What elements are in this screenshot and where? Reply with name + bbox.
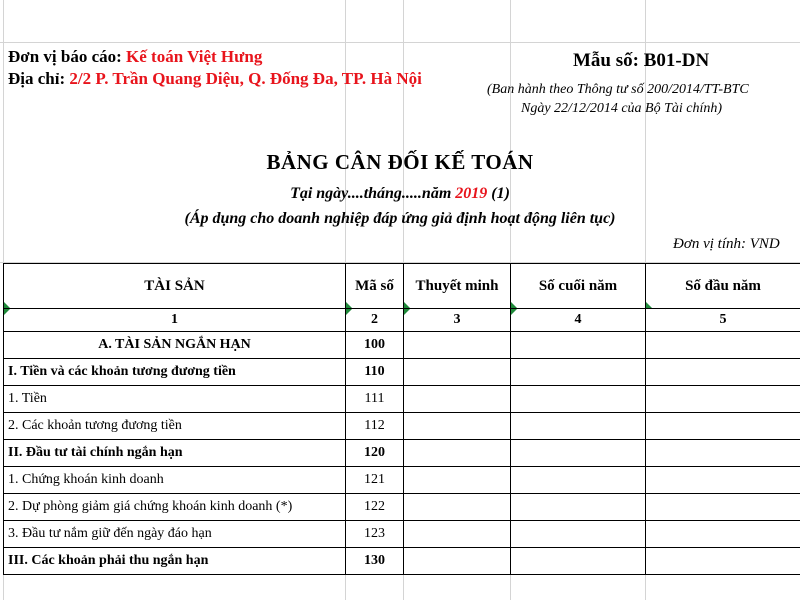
year-end-cell[interactable] bbox=[511, 521, 646, 548]
asset-name-cell[interactable]: III. Các khoản phải thu ngắn hạn bbox=[4, 548, 346, 575]
asset-name-cell[interactable]: 1. Chứng khoán kinh doanh bbox=[4, 467, 346, 494]
form-code[interactable]: Mẫu số: B01-DN bbox=[573, 50, 710, 71]
asset-name-cell[interactable]: I. Tiền và các khoản tương đương tiền bbox=[4, 359, 346, 386]
apply-note[interactable]: (Áp dụng cho doanh nghiệp đáp ứng giả định hoạt động liên tục) bbox=[184, 210, 616, 227]
year-start-cell[interactable] bbox=[646, 413, 800, 440]
report-date-line[interactable] bbox=[0, 185, 800, 203]
report-unit-value[interactable]: Kế toán Việt Hưng bbox=[126, 47, 263, 66]
address-line bbox=[8, 69, 422, 89]
notes-cell[interactable] bbox=[404, 521, 511, 548]
balance-sheet-table bbox=[3, 263, 800, 575]
year-start-cell[interactable] bbox=[646, 521, 800, 548]
code-cell[interactable]: 122 bbox=[346, 494, 404, 521]
table-row bbox=[4, 548, 800, 575]
year-end-cell[interactable] bbox=[511, 386, 646, 413]
header-cell-notes[interactable]: Thuyết minh bbox=[404, 264, 511, 309]
header-cell-code[interactable]: Mã số bbox=[346, 264, 404, 309]
table-header-row bbox=[4, 264, 800, 309]
year-start-cell[interactable] bbox=[646, 332, 800, 359]
year-start-cell[interactable] bbox=[646, 386, 800, 413]
table-row bbox=[4, 494, 800, 521]
year-end-cell[interactable] bbox=[511, 413, 646, 440]
issued-by-line-2[interactable]: Ngày 22/12/2014 của Bộ Tài chính) bbox=[521, 101, 723, 116]
asset-name-cell[interactable]: 1. Tiền bbox=[4, 386, 346, 413]
address-value[interactable]: 2/2 P. Trần Quang Diệu, Q. Đống Đa, TP. Hà Nội bbox=[69, 69, 422, 88]
date-suffix: (1) bbox=[487, 185, 510, 202]
report-unit-line bbox=[8, 47, 262, 67]
notes-cell[interactable] bbox=[404, 548, 511, 575]
year-start-cell[interactable] bbox=[646, 467, 800, 494]
code-cell[interactable]: 130 bbox=[346, 548, 404, 575]
asset-name-cell[interactable]: 2. Dự phòng giảm giá chứng khoán kinh doanh (*) bbox=[4, 494, 346, 521]
report-unit-label: Đơn vị báo cáo: bbox=[8, 47, 122, 66]
table-row bbox=[4, 332, 800, 359]
code-cell[interactable]: 121 bbox=[346, 467, 404, 494]
year-end-cell[interactable] bbox=[511, 494, 646, 521]
header-cell-assets[interactable]: TÀI SẢN bbox=[4, 264, 346, 309]
table-row bbox=[4, 440, 800, 467]
year-end-cell[interactable] bbox=[511, 548, 646, 575]
index-cell[interactable]: 2 bbox=[346, 309, 404, 332]
asset-name-cell[interactable]: 2. Các khoản tương đương tiền bbox=[4, 413, 346, 440]
year-end-cell[interactable] bbox=[511, 440, 646, 467]
table-row bbox=[4, 467, 800, 494]
currency-unit[interactable]: Đơn vị tính: VND bbox=[673, 236, 780, 252]
notes-cell[interactable] bbox=[404, 467, 511, 494]
year-start-cell[interactable] bbox=[646, 494, 800, 521]
code-cell[interactable]: 110 bbox=[346, 359, 404, 386]
code-cell[interactable]: 120 bbox=[346, 440, 404, 467]
sheet-gridline bbox=[0, 42, 800, 43]
year-end-cell[interactable] bbox=[511, 332, 646, 359]
table-row bbox=[4, 521, 800, 548]
report-year: 2019 bbox=[455, 185, 488, 202]
notes-cell[interactable] bbox=[404, 386, 511, 413]
table-row bbox=[4, 413, 800, 440]
index-cell[interactable]: 3 bbox=[404, 309, 511, 332]
date-prefix: Tại ngày....tháng.....năm bbox=[290, 185, 456, 202]
notes-cell[interactable] bbox=[404, 440, 511, 467]
year-end-cell[interactable] bbox=[511, 467, 646, 494]
issued-by-line-1[interactable]: (Ban hành theo Thông tư số 200/2014/TT-BTC bbox=[487, 82, 749, 97]
table-row bbox=[4, 359, 800, 386]
year-start-cell[interactable] bbox=[646, 548, 800, 575]
year-end-cell[interactable] bbox=[511, 359, 646, 386]
asset-name-cell[interactable]: II. Đầu tư tài chính ngắn hạn bbox=[4, 440, 346, 467]
report-title[interactable]: BẢNG CÂN ĐỐI KẾ TOÁN bbox=[266, 150, 534, 174]
notes-cell[interactable] bbox=[404, 494, 511, 521]
address-label: Địa chỉ: bbox=[8, 69, 66, 88]
header-cell-year-end[interactable]: Số cuối năm bbox=[511, 264, 646, 309]
year-start-cell[interactable] bbox=[646, 359, 800, 386]
asset-name-cell[interactable]: A. TÀI SẢN NGẮN HẠN bbox=[4, 332, 346, 359]
code-cell[interactable]: 111 bbox=[346, 386, 404, 413]
notes-cell[interactable] bbox=[404, 332, 511, 359]
notes-cell[interactable] bbox=[404, 359, 511, 386]
code-cell[interactable]: 112 bbox=[346, 413, 404, 440]
index-cell[interactable]: 4 bbox=[511, 309, 646, 332]
notes-cell[interactable] bbox=[404, 413, 511, 440]
year-start-cell[interactable] bbox=[646, 440, 800, 467]
column-index-row bbox=[4, 309, 800, 332]
asset-name-cell[interactable]: 3. Đầu tư nắm giữ đến ngày đáo hạn bbox=[4, 521, 346, 548]
header-cell-year-start[interactable]: Số đầu năm bbox=[646, 264, 800, 309]
table-row bbox=[4, 386, 800, 413]
code-cell[interactable]: 123 bbox=[346, 521, 404, 548]
index-cell[interactable]: 5 bbox=[646, 309, 800, 332]
code-cell[interactable]: 100 bbox=[346, 332, 404, 359]
index-cell[interactable]: 1 bbox=[4, 309, 346, 332]
